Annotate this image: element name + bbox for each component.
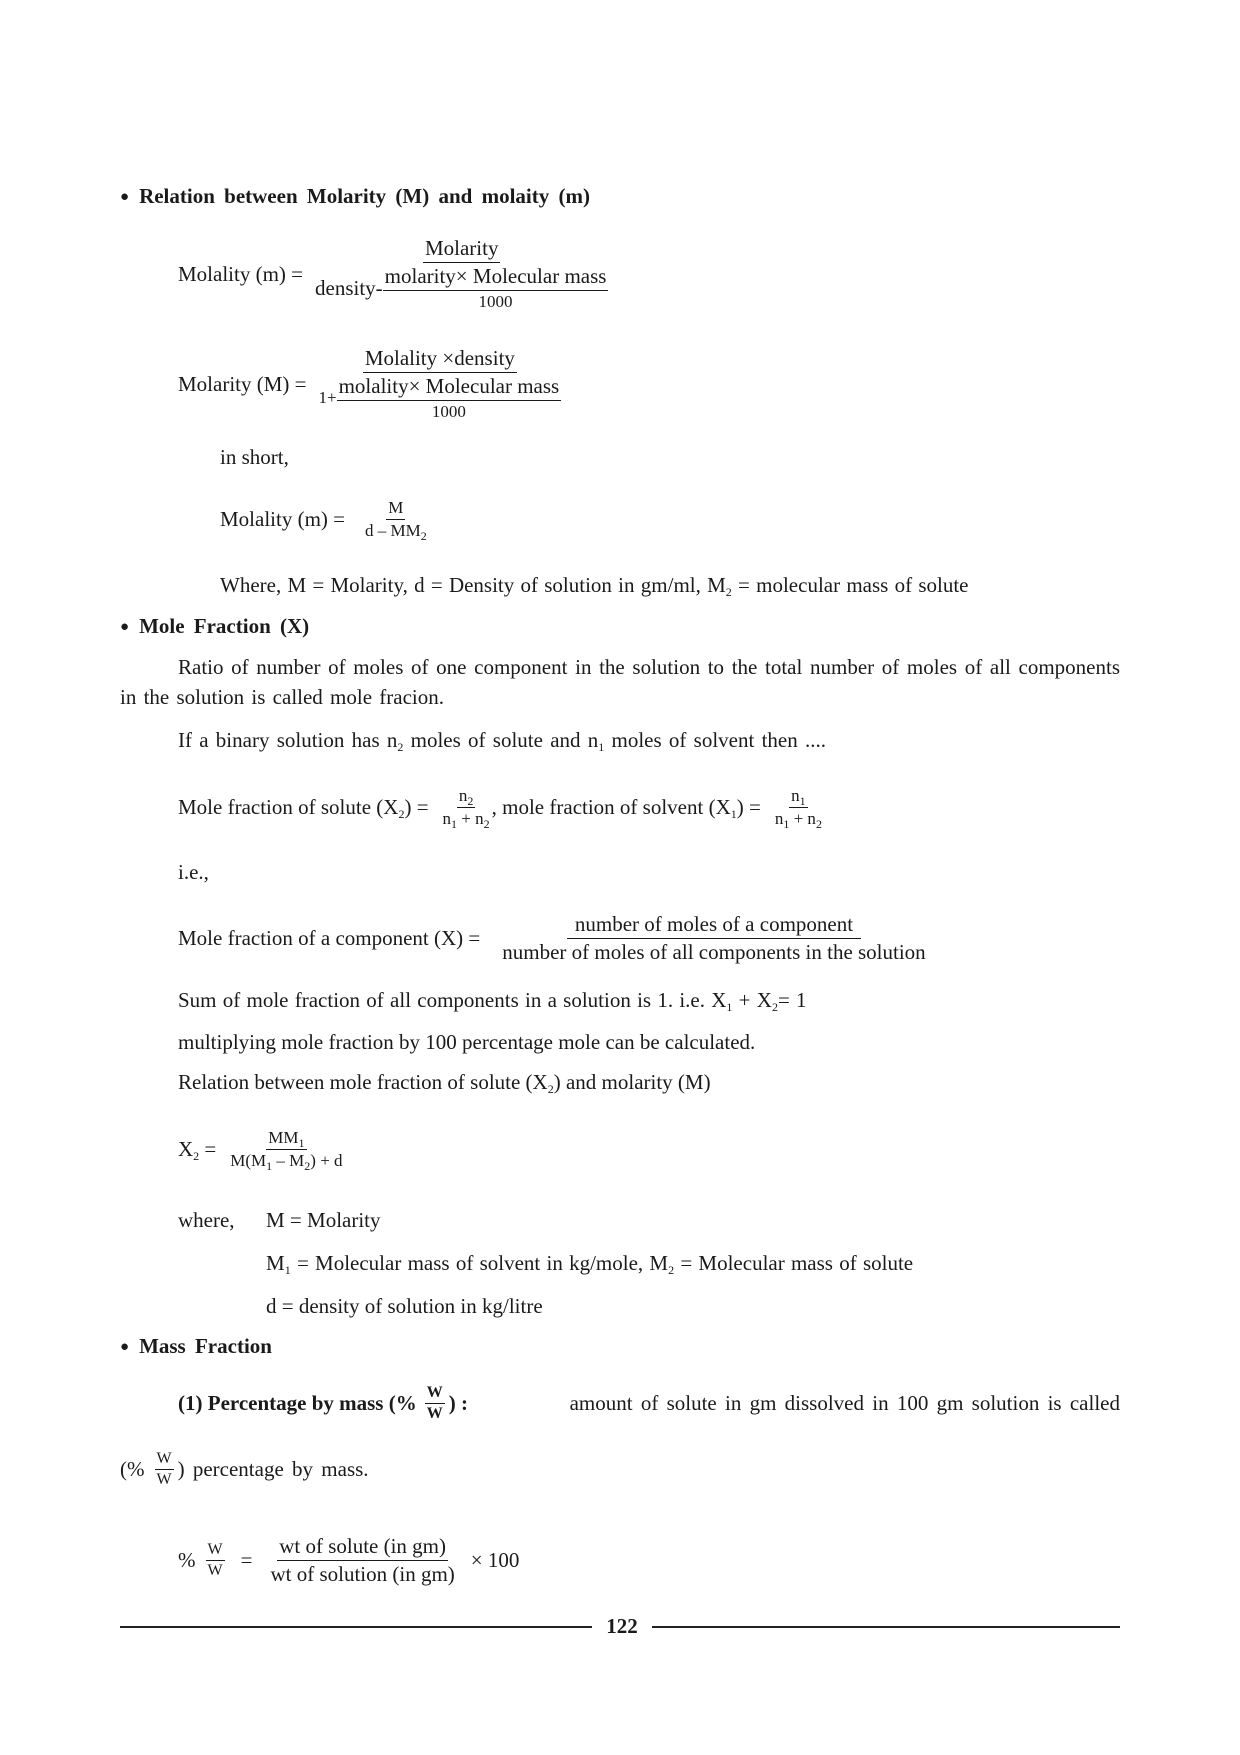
where-definitions: Where, M = Molarity, d = Density of solution in gm/ml, $M_2$ = molecular mass of solute: [220, 573, 969, 599]
bullet-icon: ●: [120, 619, 130, 635]
percentage-by-mass-definition: (1) Percentage by mass (% $\frac{W}{W}$ ) : amount of solute in gm dissolved in 100 gm solution is called: [178, 1384, 1120, 1422]
equation-lhs: Molarity (M) =: [178, 371, 307, 396]
fraction: $\frac{n_2}{n_1 + n_2}$: [442, 786, 490, 831]
in-short-text: in short,: [220, 445, 289, 469]
equation-x2: $X_2$ = $\frac{MM_1}{M(M_1 - M_2) + d}$: [178, 1128, 343, 1173]
where-molecular-mass: $M_1$ = Molecular mass of solvent in kg/mole, $M_2$ = Molecular mass of solute: [266, 1251, 914, 1277]
equation-mole-fractions: Mole fraction of solute $(X_2)$ = $\frac{n_2}{n_1 + n_2}$ , mole fraction of solvent $(X_1)$ = $\frac{n_1}{n_1 + n_2}$: [178, 786, 822, 831]
bullet-icon: ●: [120, 189, 130, 205]
fraction: $\frac{\text{wt of solute (in gm)}}{\text{wt of solution (in gm)}}$: [270, 1534, 455, 1586]
fraction: $\frac{M}{d - MM_2}$: [365, 498, 427, 543]
w-by-w-fraction: $\frac{W}{W}$: [426, 1384, 443, 1422]
footer-rule-right: [652, 1626, 1120, 1628]
footer-rule-left: [120, 1626, 592, 1628]
fraction: $\frac{n_1}{n_1 + n_2}$: [774, 786, 822, 831]
multiply-text: multiplying mole fraction by 100 percentage mole can be calculated.: [178, 1030, 756, 1054]
fraction: $\frac{MM_1}{M(M_1 - M_2) + d}$: [230, 1128, 343, 1173]
relation-x2-molarity-text: Relation between mole fraction of solute $(X_2)$ and molarity (M): [178, 1070, 711, 1096]
mole-fraction-definition: Ratio of number of moles of one component in the solution to the total number of moles of all components in the solution is called mole fracion.: [120, 655, 1120, 709]
binary-solution-text: If a binary solution has $n_2$ moles of solute and $n_1$ moles of solvent then ....: [178, 728, 826, 754]
fraction: Molality ×density 1+ $\frac{\text{molality× Molecular mass}}{1000}$: [318, 346, 560, 421]
fraction: $\frac{\text{number of moles of a component}}{\text{number of moles of all components in the solution}}$: [502, 912, 926, 964]
equation-percentage-by-mass: % $\frac{W}{W}$ = $\frac{\text{wt of solute (in gm)}}{\text{wt of solution (in gm)}}$ × 100: [178, 1534, 520, 1586]
where-molarity: M = Molarity: [266, 1208, 381, 1232]
section-heading-mass-fraction: ● Mass Fraction: [120, 1334, 272, 1358]
ie-text: i.e.,: [178, 860, 209, 884]
page-number: 122: [606, 1614, 638, 1638]
section-heading-relation: ● Relation between Molarity (M) and molaity (m): [120, 184, 590, 208]
where-label: where,: [178, 1208, 235, 1232]
bullet-icon: ●: [120, 1339, 130, 1355]
equation-molarity: [178, 346, 563, 422]
w-by-w-fraction: $\frac{W}{W}$: [156, 1450, 172, 1488]
where-density: d = density of solution in kg/litre: [266, 1294, 543, 1318]
fraction: Molarity density- $\frac{\text{molarity× Molecular mass}}{1000}$: [315, 236, 607, 311]
equation-molality: [178, 236, 610, 312]
equation-molality-short: Molality (m) = $\frac{M}{d - MM_2}$: [220, 498, 427, 543]
equation-lhs: Molality (m) =: [178, 261, 303, 286]
sum-mole-fraction-text: Sum of mole fraction of all components in a solution is 1. i.e. $X_1 + X_2= 1$: [178, 988, 807, 1014]
percentage-by-mass-line2: (% $\frac{W}{W}$ ) percentage by mass.: [120, 1450, 369, 1488]
equation-mole-fraction-general: Mole fraction of a component (X) = $\frac{\text{number of moles of a component}}{\text{number of moles of all components in the solution}}$: [178, 912, 926, 964]
section-heading-mole-fraction: ● Mole Fraction (X): [120, 614, 310, 638]
